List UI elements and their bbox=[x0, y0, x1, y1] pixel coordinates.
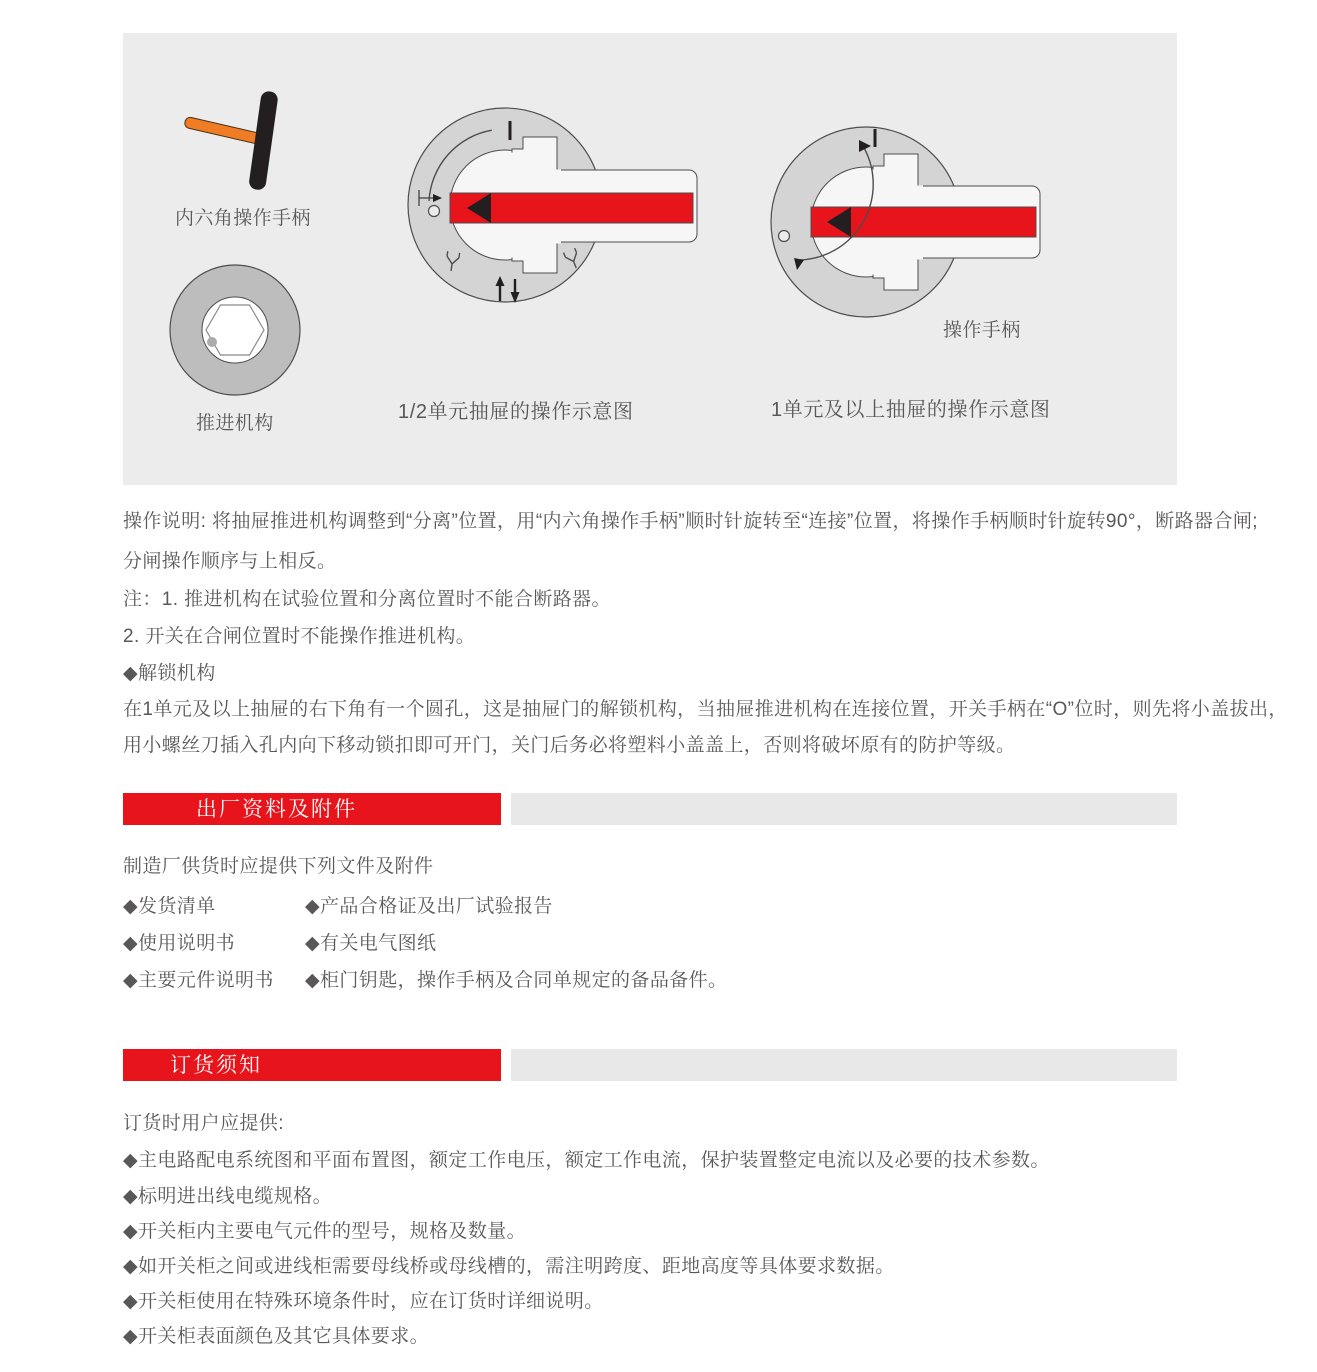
ordering-item: ◆开关柜表面颜色及其它具体要求。 bbox=[123, 1326, 430, 1347]
factory-section-banner-bar bbox=[511, 793, 1177, 825]
ordering-item: ◆主电路配电系统图和平面布置图，额定工作电压，额定工作电流，保护装置整定电流以及必要的技术参数。 bbox=[123, 1150, 1050, 1171]
ordering-item: ◆开关柜使用在特殊环境条件时，应在订货时详细说明。 bbox=[123, 1291, 604, 1312]
one-unit-dial-graphic bbox=[771, 127, 1040, 317]
factory-item: ◆柜门钥匙，操作手柄及合同单规定的备品备件。 bbox=[305, 970, 728, 991]
unlock-line: 用小螺丝刀插入孔内向下移动锁扣即可开门，关门后务必将塑料小盖盖上，否则将破坏原有的防护等级。 bbox=[123, 735, 1016, 756]
operation-line: 分闸操作顺序与上相反。 bbox=[123, 551, 337, 572]
off-position-mark bbox=[779, 231, 790, 242]
unlock-heading: ◆解锁机构 bbox=[123, 663, 216, 684]
factory-item: ◆有关电气图纸 bbox=[305, 933, 437, 954]
operation-note: 注：1. 推进机构在试验位置和分离位置时不能合断路器。 bbox=[123, 589, 611, 610]
off-position-mark bbox=[429, 206, 440, 217]
ordering-item: ◆标明进出线电缆规格。 bbox=[123, 1186, 333, 1207]
factory-item: ◆使用说明书 bbox=[123, 933, 236, 954]
half-unit-caption: 1/2单元抽屉的操作示意图 bbox=[398, 401, 634, 423]
ordering-item: ◆开关柜内主要电气元件的型号，规格及数量。 bbox=[123, 1221, 527, 1242]
factory-item: ◆主要元件说明书 bbox=[123, 970, 274, 991]
hex-wrench-graphic bbox=[184, 90, 279, 190]
operation-line: 操作说明: 将抽屉推进机构调整到“分离”位置，用“内六角操作手柄”顺时针旋转至“连接”位置，将操作手柄顺时针旋转90°，断路器合闸; bbox=[123, 511, 1258, 532]
ordering-section-banner-bar bbox=[511, 1049, 1177, 1081]
ordering-item: ◆如开关柜之间或进线柜需要母线桥或母线槽的，需注明跨度、距地高度等具体要求数据。 bbox=[123, 1256, 895, 1277]
pusher-label: 推进机构 bbox=[196, 413, 274, 434]
factory-item: ◆发货清单 bbox=[123, 896, 216, 917]
ordering-intro: 订货时用户应提供: bbox=[123, 1113, 284, 1134]
one-unit-caption: 1单元及以上抽屉的操作示意图 bbox=[771, 399, 1051, 421]
half-unit-dial-graphic bbox=[408, 108, 697, 303]
ordering-section-banner: 订货须知 bbox=[123, 1049, 501, 1081]
unlock-line: 在1单元及以上抽屉的右下角有一个圆孔，这是抽屉门的解锁机构，当抽屉推进机构在连接位置，开关手柄在“O”位时，则先将小盖拔出， bbox=[123, 699, 1288, 720]
operation-note: 2. 开关在合闸位置时不能操作推进机构。 bbox=[123, 626, 476, 647]
pusher-mechanism-graphic bbox=[170, 265, 300, 395]
hex-wrench-label: 内六角操作手柄 bbox=[175, 208, 311, 229]
factory-item: ◆产品合格证及出厂试验报告 bbox=[305, 896, 553, 917]
diagram-panel bbox=[123, 33, 1177, 485]
factory-intro: 制造厂供货时应提供下列文件及附件 bbox=[123, 856, 434, 877]
handle-label: 操作手柄 bbox=[943, 320, 1021, 341]
factory-section-banner: 出厂资料及附件 bbox=[123, 793, 501, 825]
